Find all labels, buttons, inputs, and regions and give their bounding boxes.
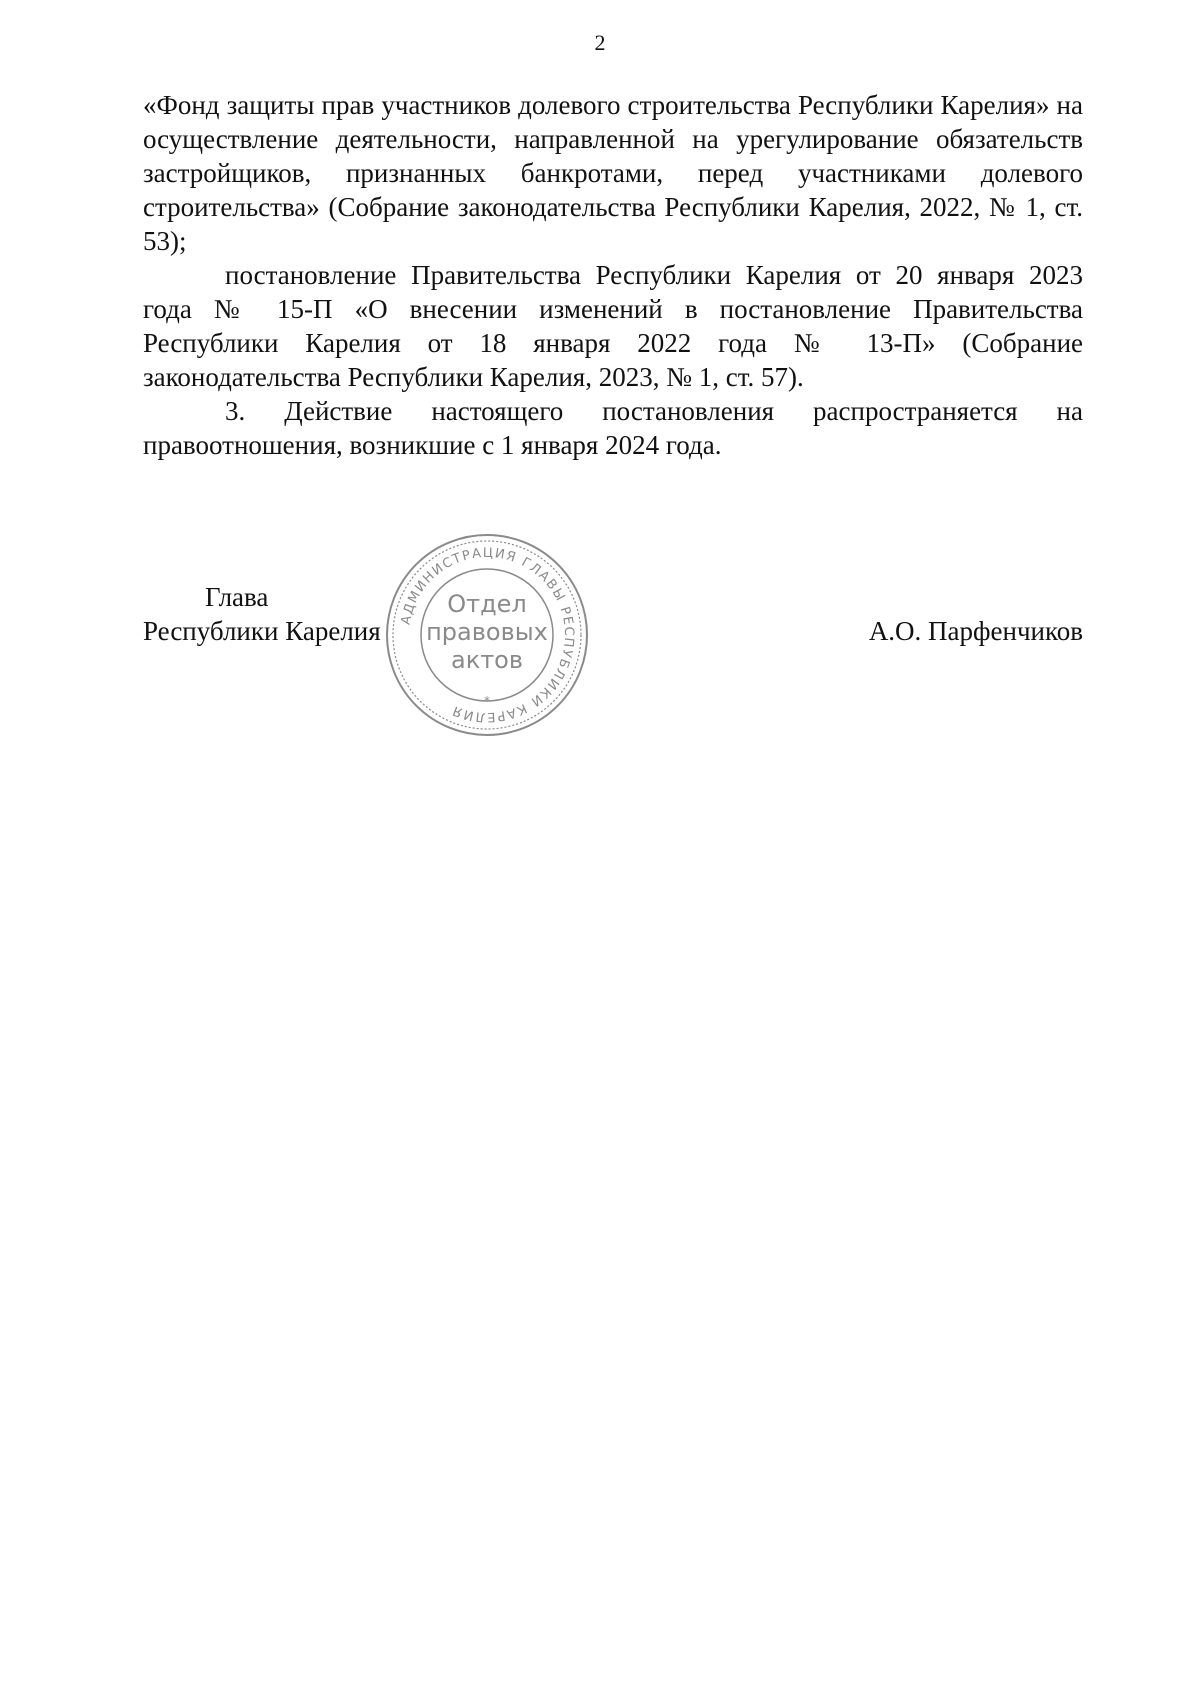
paragraph-effective-date: 3. Действие настоящего постановления распространяется на правоотношения, возникшие с 1 января 2024 года. [143,396,1083,460]
document-body [143,88,1083,462]
official-stamp [382,530,592,740]
stamp-ring-text: АДМИНИСТРАЦИЯ ГЛАВЫ РЕСПУБЛИКИ КАРЕЛИЯ [398,545,577,725]
signature-block [143,580,1083,660]
page-number: 2 [594,30,606,55]
paragraph-fund-reference: «Фонд защиты прав участников долевого строительства Республики Карелия» на осуществление деятельности, направленной на урегулирование обязательств застройщиков, признанных банкротами, перед участниками долевого строительства» (Собрание законодательства Республики Карелия, 2022, № 1, ст. 53); [143,90,1083,256]
paragraph-resolution-2023: постановление Правительства Республики Карелия от 20 января 2023 года № 15-П «О внесении изменений в постановление Правительства Республики Карелия от 18 января 2022 года № 13-П» (Собрание законодательства Республики Карелия, 2023, № 1, ст. 57). [143,260,1083,392]
signatory-name: А.О. Парфенчиков [868,616,1083,646]
stamp-center-line3: актов [450,646,524,674]
signatory-title-line1: Глава [205,582,269,612]
stamp-center-line2: правовых [426,618,548,646]
stamp-center-line1: Отдел [447,590,527,618]
signatory-title-line2: Республики Карелия [143,616,381,646]
stamp-star: * [484,694,490,708]
